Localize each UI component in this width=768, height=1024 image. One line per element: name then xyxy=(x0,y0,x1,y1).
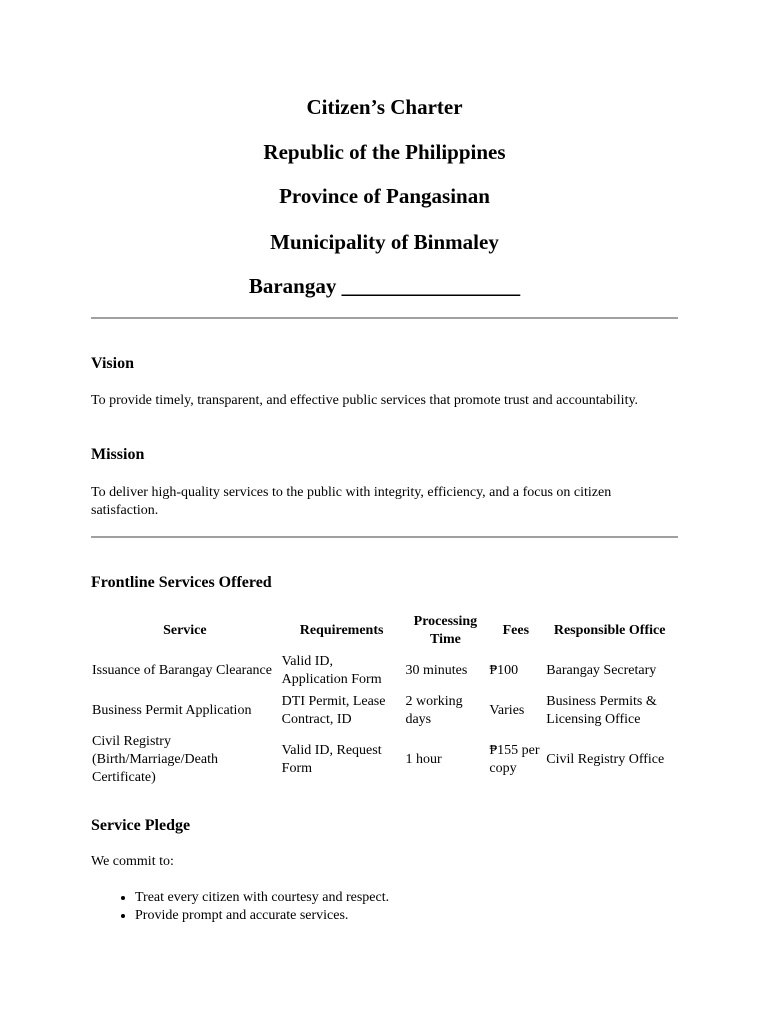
republic-heading: Republic of the Philippines xyxy=(263,140,506,164)
cell-requirements: Valid ID, Request Form xyxy=(281,743,382,776)
document-title: Citizen’s Charter xyxy=(306,95,463,119)
cell-processing-time: 1 hour xyxy=(405,752,442,767)
cell-service: Issuance of Barangay Clearance xyxy=(92,663,272,678)
header-requirements: Requirements xyxy=(299,623,384,638)
vision-heading: Vision xyxy=(91,355,134,372)
header-responsible-office: Responsible Office xyxy=(553,623,666,638)
table-row xyxy=(91,732,674,788)
header-service: Service xyxy=(163,623,207,638)
cell-responsible-office: Barangay Secretary xyxy=(546,663,657,678)
municipality-heading: Municipality of Binmaley xyxy=(270,230,499,254)
cell-fees: Varies xyxy=(489,703,525,718)
table-row xyxy=(91,652,674,690)
services-table xyxy=(89,610,676,790)
barangay-heading: Barangay _________________ xyxy=(248,274,521,298)
cell-responsible-office: Civil Registry Office xyxy=(546,752,665,767)
pledge-intro: We commit to: xyxy=(91,854,174,869)
cell-service: Business Permit Application xyxy=(92,703,252,718)
cell-fees: ₱155 per copy xyxy=(489,743,540,776)
divider-top xyxy=(91,317,678,319)
cell-processing-time: 30 minutes xyxy=(405,663,468,678)
list-item: • Provide prompt and accurate services. xyxy=(135,907,389,925)
mission-text: To deliver high-quality services to the public with integrity, efficiency, and a focus on citizen satisfaction. xyxy=(91,485,612,518)
header-fees: Fees xyxy=(502,623,530,638)
table-header-row xyxy=(91,612,674,650)
services-heading: Frontline Services Offered xyxy=(91,574,272,591)
cell-requirements: Valid ID, Application Form xyxy=(281,654,382,687)
cell-service: Civil Registry (Birth/Marriage/Death Certificate) xyxy=(92,734,218,785)
mission-heading: Mission xyxy=(91,446,145,463)
pledge-list xyxy=(91,889,389,925)
cell-processing-time: 2 working days xyxy=(405,694,463,727)
cell-fees: ₱100 xyxy=(489,663,519,678)
cell-responsible-office: Business Permits & Licensing Office xyxy=(546,694,657,727)
vision-text: To provide timely, transparent, and effective public services that promote trust and accountability. xyxy=(91,393,639,408)
divider-middle xyxy=(91,536,678,538)
header-processing-time: Processing Time xyxy=(413,614,478,647)
province-heading: Province of Pangasinan xyxy=(279,184,490,208)
pledge-heading: Service Pledge xyxy=(91,817,191,834)
list-item: • Treat every citizen with courtesy and respect. xyxy=(135,889,389,907)
table-row xyxy=(91,692,674,730)
cell-requirements: DTI Permit, Lease Contract, ID xyxy=(281,694,386,727)
